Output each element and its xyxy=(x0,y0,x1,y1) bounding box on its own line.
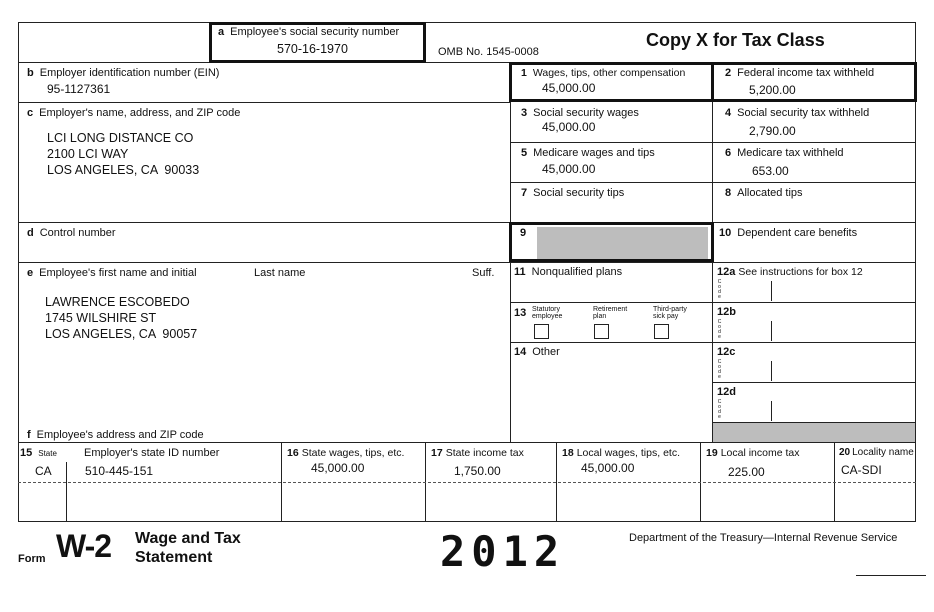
statutory-employee-checkbox[interactable] xyxy=(534,324,549,339)
locality-value[interactable]: CA-SDI xyxy=(841,463,882,477)
box-12c-label: 12c xyxy=(717,346,736,358)
ssn-value[interactable]: 570-16-1970 xyxy=(277,42,348,56)
state-id-value[interactable]: 510-445-151 xyxy=(85,464,154,478)
retirement-plan-checkbox[interactable] xyxy=(594,324,609,339)
box-18-label: 18 Local wages, tips, etc. xyxy=(562,447,680,459)
box-4-label: 4 Social security tax withheld xyxy=(725,107,870,119)
employee-name: LAWRENCE ESCOBEDO xyxy=(45,295,190,309)
code-letters-12c: C o d e xyxy=(717,359,722,380)
box-2-label: 2 Federal income tax withheld xyxy=(725,67,875,79)
employer-name: LCI LONG DISTANCE CO xyxy=(47,131,194,145)
state-wages-value[interactable]: 45,000.00 xyxy=(311,461,365,475)
form-code: W-2 xyxy=(56,528,112,564)
form-label: Form xyxy=(18,553,46,565)
box-15-label: 15 State xyxy=(20,447,57,459)
retirement-plan-label: Retirement plan xyxy=(593,306,628,320)
box-d-label: d Control number xyxy=(27,227,116,239)
suffix-label: Suff. xyxy=(472,267,495,279)
employee-city: LOS ANGELES, CA 90057 xyxy=(45,327,198,341)
wages-value[interactable]: 45,000.00 xyxy=(542,81,596,95)
copy-title: Copy X for Tax Class xyxy=(646,30,825,50)
box-c-label: c Employer's name, address, and ZIP code xyxy=(27,107,241,119)
employer-address[interactable] xyxy=(47,130,199,178)
employer-street: 2100 LCI WAY xyxy=(47,147,129,161)
box-12b-label: 12b xyxy=(717,306,736,318)
box-8-label: 8 Allocated tips xyxy=(725,187,803,199)
tax-year: 2012 xyxy=(440,527,566,576)
box-b-label: b Employer identification number (EIN) xyxy=(27,67,220,79)
sick-pay-label: Third-party sick pay xyxy=(653,306,687,320)
employer-state-id-label: Employer's state ID number xyxy=(84,447,220,459)
box-10-label: 10 Dependent care benefits xyxy=(719,227,858,239)
statutory-employee-label: Statutory employee xyxy=(532,306,563,320)
state-value[interactable]: CA xyxy=(35,464,52,478)
box-e-label: e Employee's first name and initial xyxy=(27,267,197,279)
sick-pay-checkbox[interactable] xyxy=(654,324,669,339)
box-3-label: 3 Social security wages xyxy=(521,107,639,119)
federal-tax-value[interactable]: 5,200.00 xyxy=(749,83,796,97)
state-tax-value[interactable]: 1,750.00 xyxy=(454,464,501,478)
last-name-label: Last name xyxy=(254,267,306,279)
box-12a-label: 12a See instructions for box 12 xyxy=(717,266,863,278)
form-title: Wage and Tax Statement xyxy=(135,530,241,566)
box-12d-label: 12d xyxy=(717,386,736,398)
employer-city: LOS ANGELES, CA 90033 xyxy=(47,163,200,177)
code-letters-12a: C o d e xyxy=(717,279,722,300)
box-5-label: 5 Medicare wages and tips xyxy=(521,147,655,159)
box-6-label: 6 Medicare tax withheld xyxy=(725,147,844,159)
box-9-shade xyxy=(537,227,708,259)
local-wages-value[interactable]: 45,000.00 xyxy=(581,461,635,475)
box-14-label: 14 Other xyxy=(514,346,560,358)
box-a-label: a Employee's social security number xyxy=(218,26,400,38)
ein-value[interactable]: 95-1127361 xyxy=(47,82,111,96)
omb-number: OMB No. 1545-0008 xyxy=(438,46,539,58)
box-20-label: 20 Locality name xyxy=(839,447,914,458)
box-9-label: 9 xyxy=(520,227,527,239)
medicare-tax-value[interactable]: 653.00 xyxy=(752,164,789,178)
box-12-shade xyxy=(713,423,915,442)
ss-tax-value[interactable]: 2,790.00 xyxy=(749,124,796,138)
code-letters-12b: C o d e xyxy=(717,319,722,340)
box-1-label: 1 Wages, tips, other compensation xyxy=(521,67,686,79)
box-13-label: 13 xyxy=(514,307,527,319)
medicare-wages-value[interactable]: 45,000.00 xyxy=(542,162,596,176)
box-17-label: 17 State income tax xyxy=(431,447,524,459)
employee-address[interactable] xyxy=(45,294,197,342)
box-19-label: 19 Local income tax xyxy=(706,447,800,459)
code-letters-12d: C o d e xyxy=(717,399,722,420)
ss-wages-value[interactable]: 45,000.00 xyxy=(542,120,596,134)
box-11-label: 11 Nonqualified plans xyxy=(514,266,623,278)
box-7-label: 7 Social security tips xyxy=(521,187,625,199)
box-f-label: f Employee's address and ZIP code xyxy=(27,429,204,441)
box-16-label: 16 State wages, tips, etc. xyxy=(287,447,405,459)
local-tax-value[interactable]: 225.00 xyxy=(728,465,765,479)
employee-street: 1745 WILSHIRE ST xyxy=(45,311,157,325)
department-label: Department of the Treasury—Internal Revenue Service xyxy=(629,532,898,544)
